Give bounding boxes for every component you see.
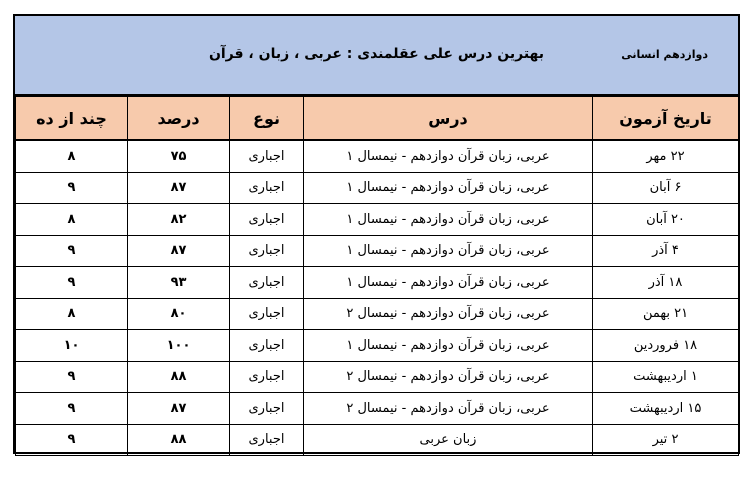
table-header-row [16, 97, 739, 141]
cell-lesson: عربی، زبان قرآن دوازدهم - نیمسال ۲ [304, 298, 593, 330]
cell-percent: ۸۰ [128, 298, 230, 330]
table-row [16, 267, 739, 299]
column-header-date: تاریخ آزمون [593, 97, 739, 141]
table-row [16, 298, 739, 330]
table-row [16, 235, 739, 267]
cell-lesson: عربی، زبان قرآن دوازدهم - نیمسال ۱ [304, 267, 593, 299]
table-body [16, 140, 739, 456]
cell-type: اجباری [230, 235, 304, 267]
column-header-lesson: درس [304, 97, 593, 141]
cell-score: ۹ [16, 361, 128, 393]
cell-score: ۱۰ [16, 330, 128, 362]
cell-date: ۱۸ فروردین [593, 330, 739, 362]
sheet-title: بهترین درس علی عقلمندی : عربی ، زبان ، قرآن [208, 46, 545, 62]
sheet-header [15, 16, 738, 96]
sheet-subtitle: دوازدهم انسانی [621, 48, 708, 61]
cell-lesson: عربی، زبان قرآن دوازدهم - نیمسال ۱ [304, 330, 593, 362]
cell-date: ۲۱ بهمن [593, 298, 739, 330]
cell-score: ۹ [16, 267, 128, 299]
table-row [16, 172, 739, 204]
table-row [16, 204, 739, 236]
cell-date: ۱ اردیبهشت [593, 361, 739, 393]
cell-type: اجباری [230, 298, 304, 330]
cell-percent: ۸۲ [128, 204, 230, 236]
column-header-percent: درصد [128, 97, 230, 141]
column-header-score: چند از ده [16, 97, 128, 141]
cell-score: ۸ [16, 204, 128, 236]
cell-date: ۲۰ آبان [593, 204, 739, 236]
table-row [16, 424, 739, 456]
cell-date: ۶ آبان [593, 172, 739, 204]
cell-type: اجباری [230, 172, 304, 204]
cell-lesson: عربی، زبان قرآن دوازدهم - نیمسال ۱ [304, 140, 593, 172]
cell-lesson: عربی، زبان قرآن دوازدهم - نیمسال ۱ [304, 235, 593, 267]
grades-table [15, 96, 739, 456]
cell-type: اجباری [230, 330, 304, 362]
cell-percent: ۱۰۰ [128, 330, 230, 362]
cell-percent: ۸۸ [128, 361, 230, 393]
cell-percent: ۹۳ [128, 267, 230, 299]
cell-percent: ۸۷ [128, 393, 230, 425]
cell-percent: ۷۵ [128, 140, 230, 172]
cell-type: اجباری [230, 361, 304, 393]
cell-date: ۲۲ مهر [593, 140, 739, 172]
cell-percent: ۸۷ [128, 172, 230, 204]
cell-date: ۴ آذر [593, 235, 739, 267]
cell-score: ۹ [16, 235, 128, 267]
cell-score: ۹ [16, 393, 128, 425]
cell-lesson: عربی، زبان قرآن دوازدهم - نیمسال ۱ [304, 204, 593, 236]
cell-score: ۸ [16, 140, 128, 172]
cell-score: ۹ [16, 172, 128, 204]
cell-percent: ۸۸ [128, 424, 230, 456]
cell-date: ۲ تیر [593, 424, 739, 456]
cell-type: اجباری [230, 267, 304, 299]
cell-date: ۱۸ آذر [593, 267, 739, 299]
grades-sheet [13, 14, 740, 454]
table-row [16, 361, 739, 393]
cell-score: ۹ [16, 424, 128, 456]
table-row [16, 140, 739, 172]
table-row [16, 393, 739, 425]
table-row [16, 330, 739, 362]
cell-lesson: عربی، زبان قرآن دوازدهم - نیمسال ۲ [304, 361, 593, 393]
cell-lesson: عربی، زبان قرآن دوازدهم - نیمسال ۲ [304, 393, 593, 425]
column-header-type: نوع [230, 97, 304, 141]
cell-type: اجباری [230, 424, 304, 456]
cell-percent: ۸۷ [128, 235, 230, 267]
cell-type: اجباری [230, 140, 304, 172]
cell-score: ۸ [16, 298, 128, 330]
cell-lesson: عربی، زبان قرآن دوازدهم - نیمسال ۱ [304, 172, 593, 204]
cell-lesson: زبان عربی [304, 424, 593, 456]
cell-date: ۱۵ اردیبهشت [593, 393, 739, 425]
cell-type: اجباری [230, 393, 304, 425]
cell-type: اجباری [230, 204, 304, 236]
